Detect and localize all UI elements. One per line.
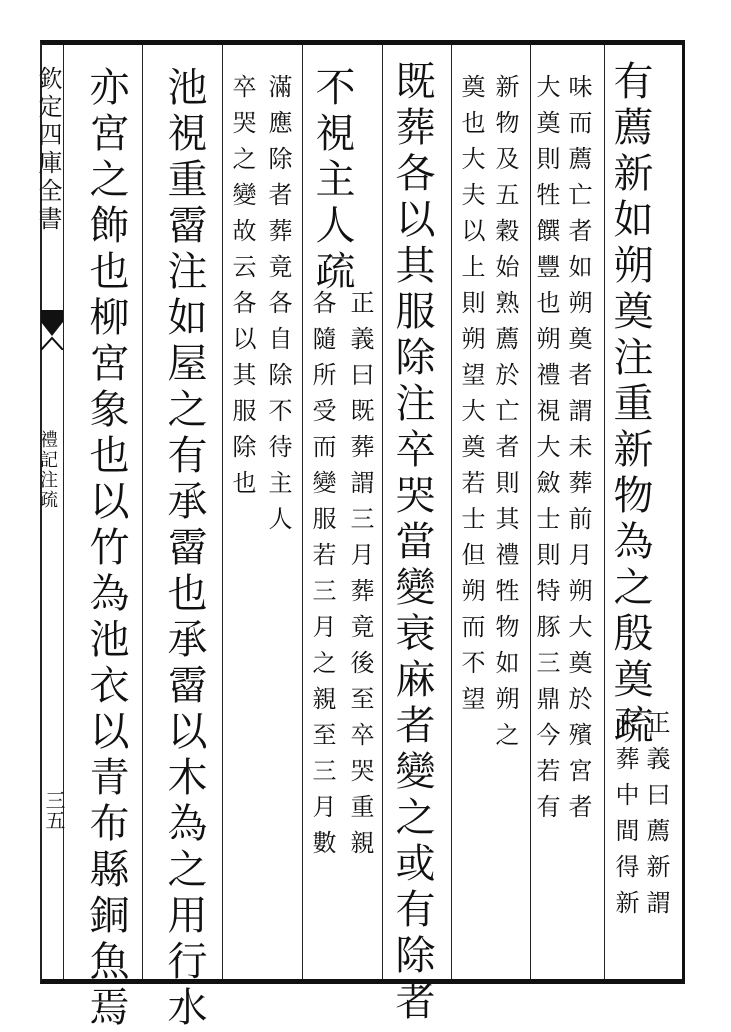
text-column-commentary: 各隨所受而變服若三月之親至三月數: [308, 290, 336, 866]
column-rule: [382, 45, 383, 979]
column-rule: [604, 45, 605, 979]
text-column-commentary: 大奠則牲饌豐也朔禮視大斂士則特豚三鼎今若有: [532, 74, 560, 830]
page-number: 三五: [42, 790, 66, 830]
column-rule: [302, 45, 303, 979]
fish-tail-mark-icon: [41, 310, 63, 350]
column-rule: [222, 45, 223, 979]
text-column-commentary: 未葬中間得新: [611, 710, 639, 926]
book-title: 禮記注疏: [37, 430, 58, 510]
margin-divider: [63, 45, 64, 979]
edition-title: 欽定四庫全書: [34, 66, 62, 234]
text-column-commentary: 滿應除者葬竟各自除不待主人: [264, 74, 292, 542]
column-rule: [142, 45, 143, 979]
text-column-main: 不視主人疏: [309, 66, 355, 296]
column-rule: [451, 45, 452, 979]
column-rule: [530, 45, 531, 979]
text-column-commentary: 奠也大夫以上則朔望大奠若士但朔而不望: [457, 74, 485, 722]
text-column-commentary: 正義曰薦新謂: [642, 710, 670, 926]
text-column-main: 亦宮之飾也柳宮象也以竹為池衣以青布縣銅魚焉: [83, 66, 129, 1032]
text-column-commentary: 味而薦亡者如朔奠者謂未葬前月朔大奠於殯宮者: [564, 74, 592, 830]
text-column-commentary: 卒哭之變故云各以其服除也: [228, 74, 256, 506]
text-column-main: 有薦新如朔奠注重新物為之殷奠疏: [607, 60, 653, 750]
text-column-commentary: 正義曰既葬謂三月葬竟後至卒哭重親: [346, 290, 374, 866]
text-column-main: 既葬各以其服除注卒哭當變衰麻者變之或有除者: [389, 60, 435, 1026]
text-column-main: 池視重霤注如屋之有承霤也承霤以木為之用行水: [161, 66, 207, 1032]
text-column-commentary: 新物及五穀始熟薦於亡者則其禮牲物如朔之: [491, 74, 519, 758]
